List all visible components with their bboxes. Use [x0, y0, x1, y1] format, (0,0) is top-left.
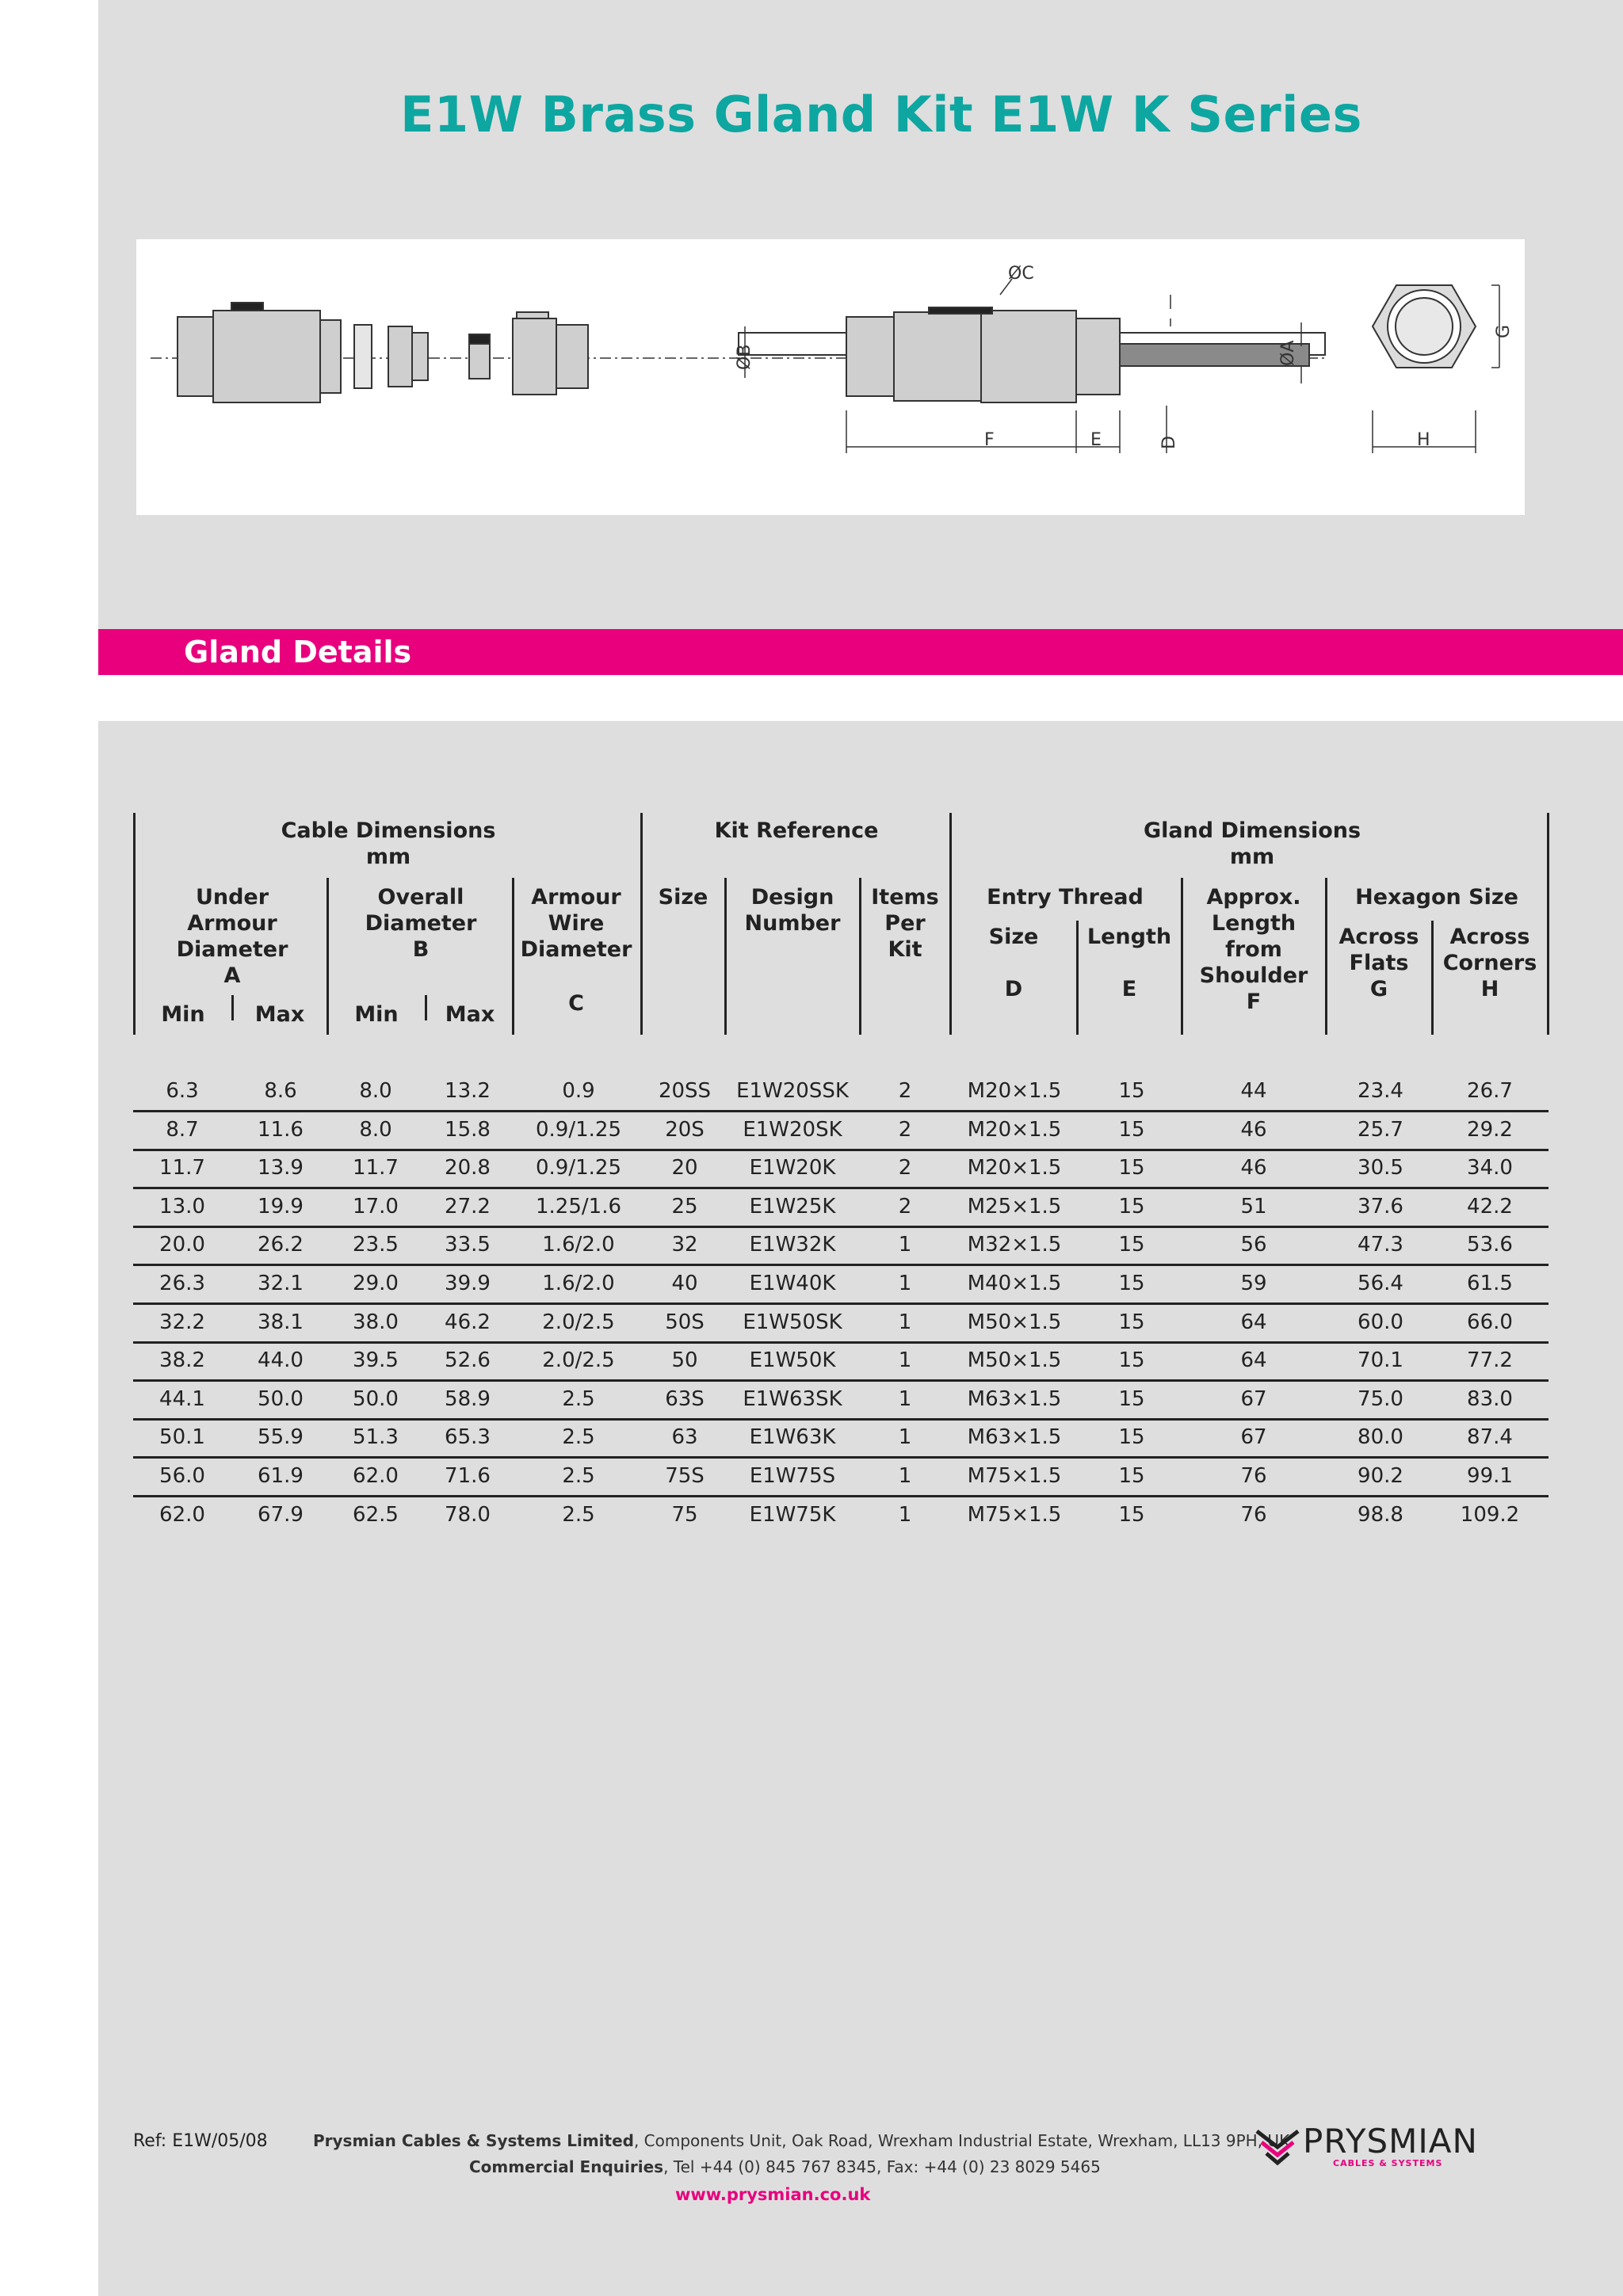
- row-size: 50: [671, 1348, 698, 1373]
- table-rule: [859, 878, 861, 1035]
- logo-mark-icon: [1254, 2123, 1301, 2171]
- col-armour-wire: Armour Wire Diameter: [520, 885, 632, 962]
- diagram-label-d: D: [1159, 436, 1179, 449]
- row-overall-max: 27.2: [445, 1194, 491, 1219]
- table-rule: [949, 813, 952, 1035]
- row-under-armour-max: 55.9: [258, 1425, 304, 1450]
- group-gland-dimensions: Gland Dimensions mm: [1143, 818, 1361, 869]
- table-row: [133, 1342, 1549, 1380]
- row-under-armour-min: 50.1: [159, 1425, 205, 1450]
- prysmian-logo: [1254, 2123, 1523, 2174]
- row-overall-min: 29.0: [353, 1272, 399, 1295]
- diagram-label-f: F: [984, 430, 995, 450]
- row-under-armour-min: 38.2: [159, 1348, 205, 1373]
- col-across-corners: Across Corners H: [1442, 925, 1537, 1001]
- row-under-armour-min: 26.3: [159, 1272, 205, 1295]
- row-overall-min: 11.7: [353, 1156, 399, 1180]
- col-max-b: Max: [445, 1002, 495, 1027]
- row-design-number: E1W20SK: [743, 1117, 842, 1142]
- row-entry-thread-size: M20×1.5: [967, 1079, 1062, 1103]
- gland-diagram: [136, 239, 1525, 515]
- row-overall-max: 15.8: [445, 1117, 491, 1142]
- row-across-corners: 53.6: [1467, 1233, 1513, 1257]
- row-under-armour-min: 56.0: [159, 1464, 205, 1488]
- footer-ref: Ref: E1W/05/08: [133, 2131, 268, 2151]
- row-entry-thread-size: M25×1.5: [967, 1194, 1062, 1219]
- row-overall-max: 39.9: [445, 1272, 491, 1295]
- col-et-size: Size D: [988, 925, 1039, 1001]
- row-overall-max: 58.9: [445, 1386, 491, 1411]
- table-row: [133, 1458, 1549, 1496]
- col-items-per-kit: Items Per Kit: [871, 885, 939, 962]
- row-approx-length: 64: [1240, 1310, 1267, 1334]
- col-hexagon-size: Hexagon Size: [1355, 885, 1518, 910]
- row-under-armour-min: 62.0: [159, 1502, 205, 1527]
- table-rule: [1181, 878, 1183, 1035]
- row-design-number: E1W20K: [749, 1156, 836, 1180]
- row-across-flats: 75.0: [1358, 1386, 1403, 1411]
- row-overall-min: 38.0: [353, 1310, 399, 1334]
- row-entry-thread-size: M63×1.5: [967, 1425, 1062, 1450]
- row-armour-wire: 2.5: [562, 1502, 595, 1527]
- row-under-armour-max: 13.9: [258, 1156, 304, 1180]
- row-entry-thread-length: 15: [1118, 1310, 1145, 1334]
- row-under-armour-max: 19.9: [258, 1194, 304, 1219]
- row-entry-thread-length: 15: [1118, 1079, 1145, 1103]
- row-approx-length: 46: [1240, 1117, 1267, 1142]
- row-under-armour-min: 11.7: [159, 1156, 205, 1180]
- row-armour-wire: 0.9: [562, 1079, 595, 1103]
- col-under-armour: Under Armour Diameter A: [176, 885, 288, 988]
- diagram-label-oc: ØC: [1008, 264, 1034, 284]
- col-across-flats: Across Flats G: [1338, 925, 1419, 1001]
- row-design-number: E1W50K: [749, 1348, 836, 1373]
- row-size: 75: [671, 1502, 698, 1527]
- row-entry-thread-length: 15: [1118, 1156, 1145, 1180]
- row-overall-max: 52.6: [445, 1348, 491, 1373]
- row-entry-thread-size: M20×1.5: [967, 1156, 1062, 1180]
- row-entry-thread-size: M75×1.5: [967, 1464, 1062, 1488]
- row-overall-max: 46.2: [445, 1310, 491, 1334]
- table-rule: [1431, 921, 1434, 1035]
- row-under-armour-max: 61.9: [258, 1464, 304, 1488]
- row-entry-thread-size: M20×1.5: [967, 1117, 1062, 1142]
- table-rule: [1325, 878, 1327, 1035]
- row-under-armour-max: 11.6: [258, 1117, 304, 1142]
- row-across-flats: 30.5: [1358, 1156, 1403, 1180]
- row-design-number: E1W20SSK: [736, 1079, 849, 1103]
- row-entry-thread-size: M63×1.5: [967, 1386, 1062, 1411]
- row-across-flats: 70.1: [1358, 1348, 1403, 1373]
- row-under-armour-max: 38.1: [258, 1310, 304, 1334]
- row-across-corners: 61.5: [1467, 1272, 1513, 1295]
- row-items-per-kit: 1: [898, 1502, 912, 1527]
- row-approx-length: 76: [1240, 1464, 1267, 1488]
- row-across-flats: 80.0: [1358, 1425, 1403, 1450]
- row-approx-length: 64: [1240, 1348, 1267, 1373]
- row-size: 32: [671, 1233, 698, 1257]
- row-size: 63S: [665, 1386, 705, 1411]
- row-approx-length: 67: [1240, 1425, 1267, 1450]
- row-under-armour-max: 8.6: [264, 1079, 297, 1103]
- row-entry-thread-length: 15: [1118, 1502, 1145, 1527]
- row-approx-length: 46: [1240, 1156, 1267, 1180]
- row-armour-wire: 1.6/2.0: [542, 1233, 615, 1257]
- row-across-flats: 25.7: [1358, 1117, 1403, 1142]
- row-overall-max: 33.5: [445, 1233, 491, 1257]
- diagram-label-h: H: [1417, 430, 1430, 450]
- table-row: [133, 1073, 1549, 1111]
- section-header-bar: [98, 629, 1623, 675]
- row-approx-length: 51: [1240, 1194, 1267, 1219]
- row-across-corners: 34.0: [1467, 1156, 1513, 1180]
- row-design-number: E1W32K: [749, 1233, 836, 1257]
- row-size: 20SS: [658, 1079, 712, 1103]
- col-design-number: Design Number: [744, 885, 841, 936]
- row-under-armour-max: 67.9: [258, 1502, 304, 1527]
- row-design-number: E1W75S: [749, 1464, 836, 1488]
- row-items-per-kit: 1: [898, 1233, 912, 1257]
- diagram-label-g: G: [1494, 324, 1514, 338]
- footer-address: Prysmian Cables & Systems Limited, Components Unit, Oak Road, Wrexham Industrial Estate, Wrexham, LL13 9PH, UK: [313, 2131, 1290, 2150]
- section-title: Gland Details: [184, 635, 412, 669]
- table-rule: [425, 995, 427, 1020]
- row-overall-min: 39.5: [353, 1348, 399, 1373]
- row-across-corners: 77.2: [1467, 1348, 1513, 1373]
- row-armour-wire: 2.5: [562, 1425, 595, 1450]
- row-across-flats: 90.2: [1358, 1464, 1403, 1488]
- row-items-per-kit: 1: [898, 1348, 912, 1373]
- row-items-per-kit: 2: [898, 1117, 912, 1142]
- row-across-corners: 26.7: [1467, 1079, 1513, 1103]
- row-size: 50S: [665, 1310, 705, 1334]
- logo-tagline: CABLES & SYSTEMS: [1333, 2158, 1443, 2168]
- row-armour-wire: 2.5: [562, 1464, 595, 1488]
- row-size: 63: [671, 1425, 698, 1450]
- row-items-per-kit: 2: [898, 1156, 912, 1180]
- table-row: [133, 1419, 1549, 1457]
- row-under-armour-min: 8.7: [166, 1117, 199, 1142]
- col-approx-length: Approx. Length from Shoulder F: [1199, 885, 1308, 1014]
- table-row: [133, 1188, 1549, 1226]
- row-armour-wire: 2.5: [562, 1386, 595, 1411]
- table-header: [0, 813, 1623, 1035]
- table-rule: [1076, 921, 1079, 1035]
- row-entry-thread-length: 15: [1118, 1464, 1145, 1488]
- row-overall-max: 71.6: [445, 1464, 491, 1488]
- row-across-flats: 98.8: [1358, 1502, 1403, 1527]
- col-min-a: Min: [161, 1002, 205, 1027]
- row-overall-min: 8.0: [359, 1117, 392, 1142]
- row-design-number: E1W25K: [749, 1194, 836, 1219]
- row-across-corners: 66.0: [1467, 1310, 1513, 1334]
- row-design-number: E1W75K: [749, 1502, 836, 1527]
- row-items-per-kit: 1: [898, 1272, 912, 1295]
- row-overall-min: 8.0: [359, 1079, 392, 1103]
- row-items-per-kit: 2: [898, 1079, 912, 1103]
- row-under-armour-min: 20.0: [159, 1233, 205, 1257]
- row-under-armour-max: 32.1: [258, 1272, 304, 1295]
- row-under-armour-min: 32.2: [159, 1310, 205, 1334]
- table-row: [133, 1381, 1549, 1419]
- row-armour-wire: 1.6/2.0: [542, 1272, 615, 1295]
- row-entry-thread-size: M32×1.5: [967, 1233, 1062, 1257]
- row-armour-wire: 0.9/1.25: [536, 1117, 621, 1142]
- row-armour-wire: 2.0/2.5: [542, 1310, 615, 1334]
- table-row: [133, 1304, 1549, 1342]
- row-size: 40: [671, 1272, 698, 1295]
- row-items-per-kit: 1: [898, 1310, 912, 1334]
- row-across-corners: 83.0: [1467, 1386, 1513, 1411]
- row-overall-min: 62.5: [353, 1502, 399, 1527]
- row-entry-thread-size: M40×1.5: [967, 1272, 1062, 1295]
- row-design-number: E1W50SK: [743, 1310, 842, 1334]
- row-size: 75S: [665, 1464, 705, 1488]
- row-under-armour-min: 13.0: [159, 1194, 205, 1219]
- row-entry-thread-length: 15: [1118, 1348, 1145, 1373]
- table-rule: [133, 813, 136, 1035]
- footer-enquiries: Commercial Enquiries, Tel +44 (0) 845 767 8345, Fax: +44 (0) 23 8029 5465: [469, 2157, 1101, 2176]
- row-design-number: E1W63K: [749, 1425, 836, 1450]
- row-under-armour-max: 44.0: [258, 1348, 304, 1373]
- row-across-corners: 42.2: [1467, 1194, 1513, 1219]
- row-across-flats: 56.4: [1358, 1272, 1403, 1295]
- row-items-per-kit: 2: [898, 1194, 912, 1219]
- row-overall-min: 51.3: [353, 1425, 399, 1450]
- row-items-per-kit: 1: [898, 1425, 912, 1450]
- row-items-per-kit: 1: [898, 1386, 912, 1411]
- row-design-number: E1W40K: [749, 1272, 836, 1295]
- col-armour-wire-c: C: [568, 991, 584, 1016]
- row-approx-length: 56: [1240, 1233, 1267, 1257]
- table-rule: [1547, 813, 1549, 1035]
- row-approx-length: 76: [1240, 1502, 1267, 1527]
- white-band: [98, 675, 1623, 721]
- row-under-armour-min: 6.3: [166, 1079, 199, 1103]
- row-approx-length: 44: [1240, 1079, 1267, 1103]
- row-entry-thread-size: M75×1.5: [967, 1502, 1062, 1527]
- col-min-b: Min: [354, 1002, 399, 1027]
- table-row: [133, 1265, 1549, 1303]
- diagram-label-oa: ØA: [1278, 340, 1298, 366]
- footer-website-link[interactable]: www.prysmian.co.uk: [675, 2185, 871, 2204]
- row-entry-thread-length: 15: [1118, 1386, 1145, 1411]
- row-approx-length: 59: [1240, 1272, 1267, 1295]
- row-across-corners: 109.2: [1460, 1502, 1520, 1527]
- row-size: 20S: [665, 1117, 705, 1142]
- row-under-armour-max: 50.0: [258, 1386, 304, 1411]
- row-entry-thread-length: 15: [1118, 1425, 1145, 1450]
- table-row: [133, 1150, 1549, 1188]
- table-row: [133, 1112, 1549, 1150]
- row-overall-max: 13.2: [445, 1079, 491, 1103]
- row-across-flats: 47.3: [1358, 1233, 1403, 1257]
- row-under-armour-min: 44.1: [159, 1386, 205, 1411]
- table-row: [133, 1226, 1549, 1264]
- page-title: E1W Brass Gland Kit E1W K Series: [400, 86, 1362, 143]
- row-entry-thread-length: 15: [1118, 1117, 1145, 1142]
- table-rule: [640, 813, 643, 1035]
- row-approx-length: 67: [1240, 1386, 1267, 1411]
- row-entry-thread-size: M50×1.5: [967, 1348, 1062, 1373]
- row-across-corners: 99.1: [1467, 1464, 1513, 1488]
- row-armour-wire: 1.25/1.6: [536, 1194, 621, 1219]
- col-max-a: Max: [254, 1002, 305, 1027]
- logo-wordmark: PRYSMIAN: [1303, 2122, 1478, 2161]
- row-overall-min: 23.5: [353, 1233, 399, 1257]
- row-overall-min: 50.0: [353, 1386, 399, 1411]
- row-entry-thread-length: 15: [1118, 1272, 1145, 1295]
- row-across-flats: 23.4: [1358, 1079, 1403, 1103]
- row-armour-wire: 2.0/2.5: [542, 1348, 615, 1373]
- group-cable-dimensions: Cable Dimensions mm: [281, 818, 496, 869]
- row-size: 20: [671, 1156, 698, 1180]
- row-overall-max: 78.0: [445, 1502, 491, 1527]
- col-size: Size: [658, 885, 708, 910]
- row-entry-thread-length: 15: [1118, 1233, 1145, 1257]
- row-overall-max: 20.8: [445, 1156, 491, 1180]
- table-row: [133, 1497, 1549, 1535]
- table-rule: [231, 995, 234, 1020]
- row-under-armour-max: 26.2: [258, 1233, 304, 1257]
- table-rule: [724, 878, 727, 1035]
- diagram-label-ob: ØB: [735, 344, 754, 370]
- row-entry-thread-length: 15: [1118, 1194, 1145, 1219]
- row-entry-thread-size: M50×1.5: [967, 1310, 1062, 1334]
- row-across-flats: 60.0: [1358, 1310, 1403, 1334]
- row-across-corners: 29.2: [1467, 1117, 1513, 1142]
- row-size: 25: [671, 1194, 698, 1219]
- table-rule: [512, 878, 514, 1035]
- row-overall-min: 17.0: [353, 1194, 399, 1219]
- table-rule: [327, 878, 329, 1035]
- group-kit-reference: Kit Reference: [714, 818, 879, 843]
- row-armour-wire: 0.9/1.25: [536, 1156, 621, 1180]
- diagram-label-e: E: [1090, 430, 1102, 450]
- row-design-number: E1W63SK: [743, 1386, 842, 1411]
- col-overall-diameter: Overall Diameter B: [365, 885, 477, 962]
- row-items-per-kit: 1: [898, 1464, 912, 1488]
- col-entry-thread: Entry Thread: [987, 885, 1144, 910]
- col-et-length: Length E: [1086, 925, 1172, 1001]
- row-across-corners: 87.4: [1467, 1425, 1513, 1450]
- row-overall-min: 62.0: [353, 1464, 399, 1488]
- row-across-flats: 37.6: [1358, 1194, 1403, 1219]
- row-overall-max: 65.3: [445, 1425, 491, 1450]
